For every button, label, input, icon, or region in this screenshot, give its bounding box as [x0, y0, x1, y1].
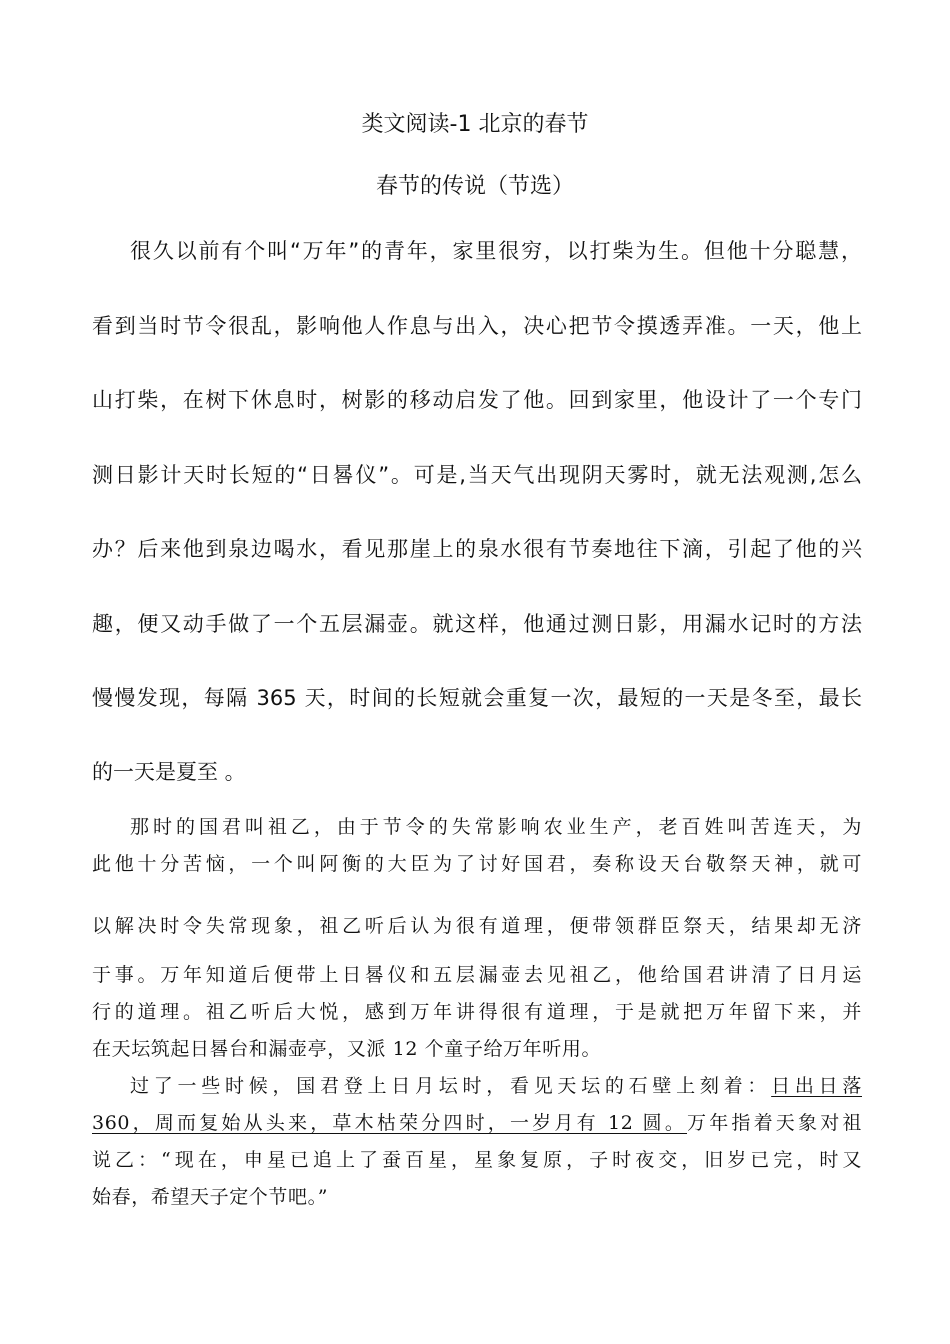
- paragraph-3-text: 过了一些时候，国君登上日月坛时，看见天坛的石壁上刻着：: [130, 1075, 772, 1097]
- paragraph-1-line: 趣，便又动手做了一个五层漏壶。就这样，他通过测日影，用漏水记时的方法: [92, 612, 862, 636]
- page-subtitle: 春节的传说（节选）: [375, 174, 574, 199]
- paragraph-3-line: [130, 1072, 862, 1100]
- paragraph-2-line: 在天坛筑起日晷台和漏壶亭，又派 12 个童子给万年听用。: [92, 1038, 602, 1060]
- paragraph-3-line: [92, 1109, 862, 1137]
- paragraph-2-line: 此他十分苦恼，一个叫阿衡的大臣为了讨好国君，奏称设天台敬祭天神，就可: [92, 853, 862, 875]
- paragraph-1-line: 的一天是夏至 。: [92, 760, 246, 784]
- paragraph-1-line: 很久以前有个叫“万年”的青年，家里很穷，以打柴为生。但他十分聪慧，: [130, 239, 862, 263]
- paragraph-3-line: 始春，希望天子定个节吧。”: [92, 1186, 329, 1208]
- paragraph-1-line: 山打柴，在树下休息时，树影的移动启发了他。回到家里，他设计了一个专门: [92, 388, 862, 412]
- page-title: 类文阅读-1 北京的春节: [361, 112, 589, 137]
- paragraph-1-line: 慢慢发现，每隔 365 天，时间的长短就会重复一次，最短的一天是冬至，最长: [92, 686, 862, 710]
- paragraph-1-line: 办？后来他到泉边喝水，看见那崖上的泉水很有节奏地往下滴，引起了他的兴: [92, 537, 862, 561]
- stone-inscription-underlined: 日出日落: [771, 1075, 862, 1097]
- paragraph-2-line: 于事。万年知道后便带上日晷仪和五层漏壶去见祖乙，他给国君讲清了日月运: [92, 964, 862, 986]
- paragraph-1-line: 测日影计天时长短的“日晷仪”。可是,当天气出现阴天雾时，就无法观测,怎么: [92, 463, 862, 487]
- paragraph-2-line: 那时的国君叫祖乙，由于节令的失常影响农业生产，老百姓叫苦连天，为: [130, 816, 862, 838]
- paragraph-1-line: 看到当时节令很乱，影响他人作息与出入，决心把节令摸透弄准。一天，他上: [92, 314, 862, 338]
- paragraph-3-line: 说乙：“现在，申星已追上了蚕百星，星象复原，子时夜交，旧岁已完，时又: [92, 1149, 862, 1171]
- paragraph-2-line: 行的道理。祖乙听后大悦，感到万年讲得很有道理，于是就把万年留下来，并: [92, 1001, 862, 1023]
- paragraph-3-text: 万年指着天象对祖: [687, 1112, 862, 1134]
- stone-inscription-underlined: 360，周而复始从头来，草木枯荣分四时，一岁月有 12 圆。: [92, 1112, 688, 1134]
- paragraph-2-line: 以解决时令失常现象，祖乙听后认为很有道理，便带领群臣祭天，结果却无济: [92, 915, 862, 937]
